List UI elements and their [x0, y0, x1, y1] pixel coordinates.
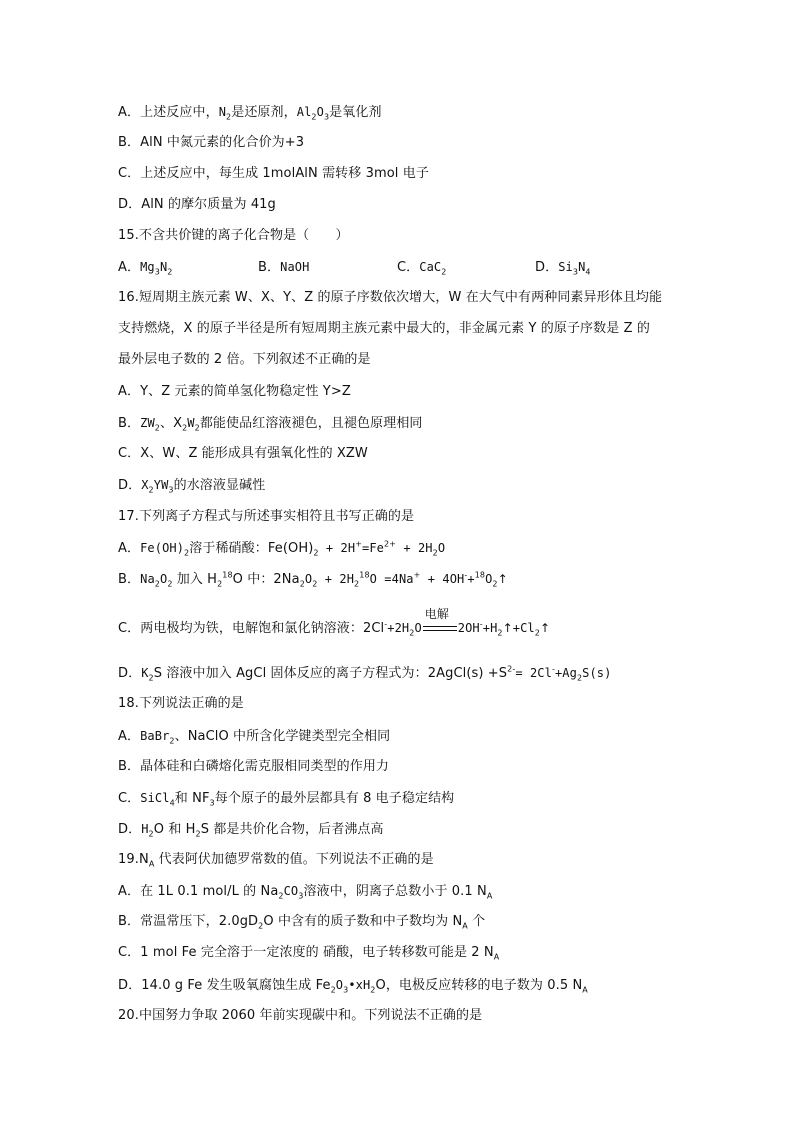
q16-option-b: B．$ZW_2$、$X_2W_2$都能使品红溶液褪色，且褪色原理相同 [118, 416, 423, 433]
q18-option-b: B．晶体硅和白磷熔化需克服相同类型的作用力 [118, 759, 390, 774]
q15-options [118, 258, 598, 276]
double-bar-icon [423, 626, 457, 631]
q17-option-a: A．$Fe(OH)_2$溶于稀硝酸：$Fe(OH)_2 + 2H^+=Fe^{2+} + 2H_2O$ [118, 539, 446, 558]
q17-stem: 17.下列离子方程式与所述事实相符且书写正确的是 [118, 509, 415, 524]
gas-arrow-icon: ↑ [502, 621, 513, 635]
q20-stem: 20.中国努力争取 2060 年前实现碳中和。下列说法不正确的是 [118, 1008, 483, 1023]
q17-option-c: C．两电极均为铁，电解饱和氯化钠溶液：$2Cl^-+2H_2O$ 电解 $2OH^-+H_2↑+Cl_2↑$ [118, 607, 551, 638]
q19-option-a: A．在 1L 0.1 mol/L 的 $Na_2CO_3$溶液中，阴离子总数小于 0.1 $N_A$ [118, 884, 493, 901]
q14-option-a: A．上述反应中，$N_2$是还原剂，$Al_2O_3$是氧化剂 [118, 105, 382, 122]
q19-option-b: B．常温常压下，$2.0gD_2O$ 中含有的质子数和中子数均为 $N_A$ 个 [118, 914, 486, 931]
q16-stem-line1: 16.短周期主族元素 W、X、Y、Z 的原子序数依次增大，W 在大气中有两种同素异形体且均能 [118, 290, 663, 305]
q18-stem: 18.下列说法正确的是 [118, 696, 244, 711]
q16-option-c: C．X、W、Z 能形成具有强氧化性的 XZW [118, 446, 368, 461]
electrolysis-condition: 电解 [422, 620, 458, 638]
q19-option-c: C．1 mol Fe 完全溶于一定浓度的 硝酸，电子转移数可能是 2 $N_A$ [118, 945, 500, 962]
gas-arrow-icon: ↑ [539, 621, 551, 635]
q19-option-d: D．14.0 g Fe 发生吸氧腐蚀生成 $Fe_2O_3•xH_2O$，电极反应转移的电子数为 0.5 $N_A$ [118, 978, 588, 995]
q17-option-d: D．$K_2S$ 溶液中加入 AgCl 固体反应的离子方程式为：2AgCl(s) $+S^{2-}= 2Cl^-+Ag_2S(s)$ [118, 664, 612, 683]
q15-stem: 15.不含共价键的离子化合物是（ ） [118, 228, 349, 243]
q15-option-b: B．NaOH [258, 260, 310, 275]
gas-arrow-icon: ↑ [497, 572, 508, 586]
q18-option-a: A．BaBr$_2$、NaClO 中所含化学键类型完全相同 [118, 729, 391, 746]
q16-option-d: D．$X_2YW_3$的水溶液显碱性 [118, 478, 266, 495]
q16-stem-line2: 支持燃烧，X 的原子半径是所有短周期主族元素中最大的，非金属元素 Y 的原子序数是 Z 的 [118, 321, 650, 336]
q15-option-c: C．CaC$_2$ [397, 260, 447, 277]
q16-stem-line3: 最外层电子数的 2 倍。下列叙述不正确的是 [118, 352, 371, 367]
q14-option-c: C．上述反应中，每生成 1molAlN 需转移 3mol 电子 [118, 166, 429, 181]
q19-stem: $19.N_A$ 代表阿伏加德罗常数的值。下列说法不正确的是 [118, 852, 434, 869]
q17-option-b: B．$Na_2O_2$ 加入 $H_2^{18}O$ 中：$2Na_2O_2 + 2H_2^{18}O =4Na^+$ + $4OH^-+^{18}O_2↑$ [118, 570, 508, 589]
q14-option-d: D．AlN 的摩尔质量为 41g [118, 197, 276, 212]
q15-option-d: D．$Si_3N_4$ [535, 260, 591, 277]
q18-option-d: D．$H_2O$ 和 $H_2S$ 都是共价化合物，后者沸点高 [118, 822, 384, 839]
q16-option-a: A．Y、Z 元素的简单氢化物稳定性 Y>Z [118, 384, 351, 399]
q15-option-a: A．$Mg_3N_2$ [118, 260, 173, 277]
q18-option-c: C．SiCl$_4$和 $NF_3$每个原子的最外层都具有 8 电子稳定结构 [118, 791, 455, 808]
q14-option-b: B．AlN 中氮元素的化合价为+3 [118, 135, 305, 150]
